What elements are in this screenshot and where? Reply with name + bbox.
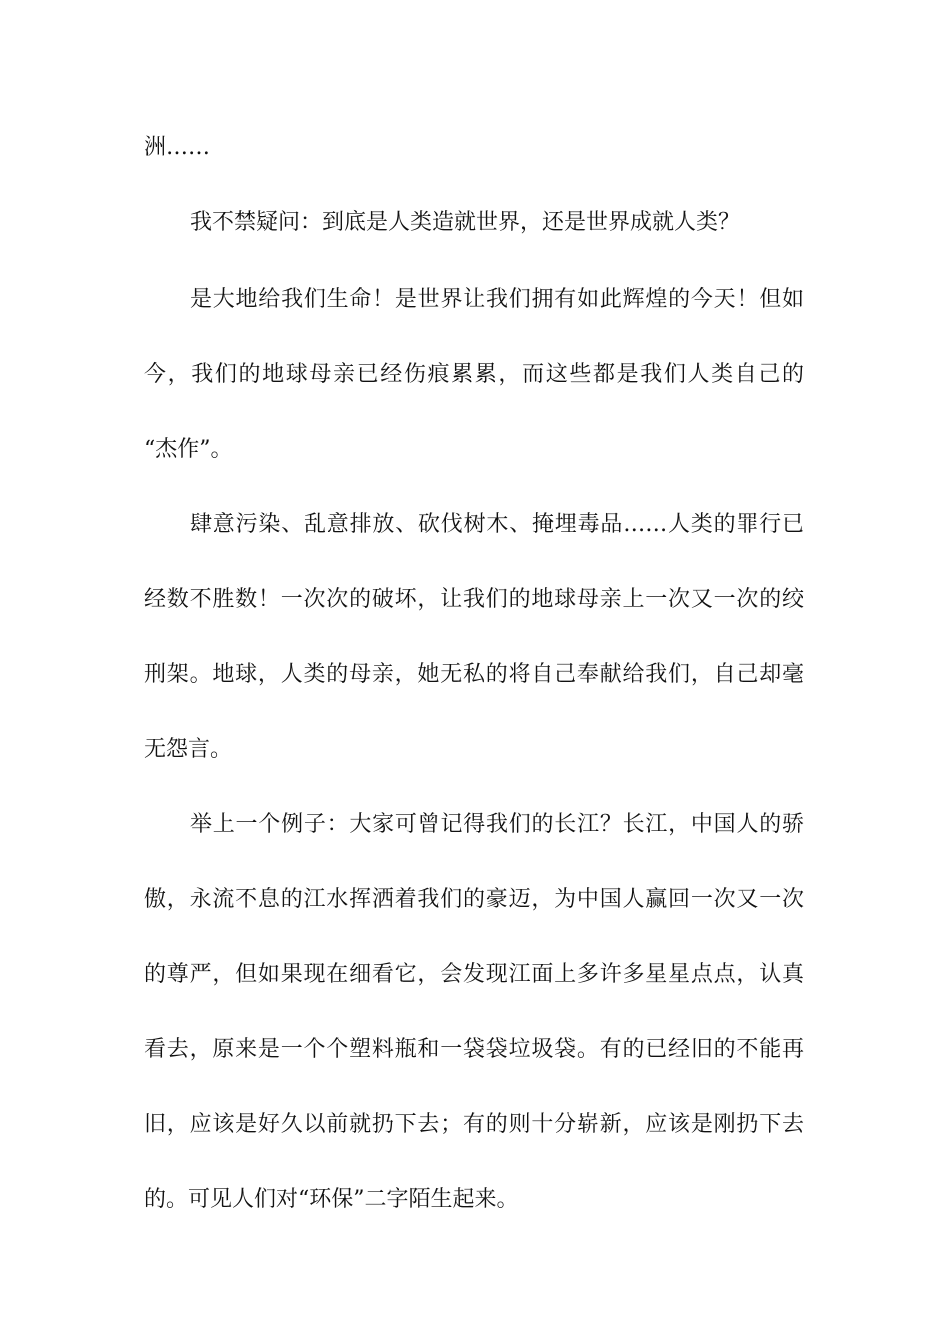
text-line: 洲…… [144, 135, 211, 160]
text-line: “杰作”。 [144, 437, 233, 462]
text-line: 今，我们的地球母亲已经伤痕累累，而这些都是我们人类自己的 [144, 362, 804, 387]
text-line: 经数不胜数！一次次的破坏，让我们的地球母亲上一次又一次的绞 [144, 587, 804, 612]
paragraph-first-line: 是大地给我们生命！是世界让我们拥有如此辉煌的今天！但如 [190, 287, 804, 312]
text-line: 无怨言。 [144, 737, 233, 762]
text-line: 的。可见人们对“环保”二字陌生起来。 [144, 1187, 519, 1212]
text-line: 的尊严，但如果现在细看它，会发现江面上多许多星星点点，认真 [144, 962, 804, 987]
text-line: 刑架。地球，人类的母亲，她无私的将自己奉献给我们，自己却毫 [144, 662, 804, 687]
paragraph-first-line: 我不禁疑问：到底是人类造就世界，还是世界成就人类？ [190, 210, 741, 235]
text-line: 傲，永流不息的江水挥洒着我们的豪迈，为中国人赢回一次又一次 [144, 887, 804, 912]
paragraph-first-line: 举上一个例子：大家可曾记得我们的长江？长江，中国人的骄 [190, 812, 804, 837]
paragraph-first-line: 肆意污染、乱意排放、砍伐树木、掩埋毒品……人类的罪行已 [190, 512, 804, 537]
text-line: 旧，应该是好久以前就扔下去；有的则十分崭新，应该是刚扔下去 [144, 1112, 804, 1137]
text-line: 看去，原来是一个个塑料瓶和一袋袋垃圾袋。有的已经旧的不能再 [144, 1037, 804, 1062]
